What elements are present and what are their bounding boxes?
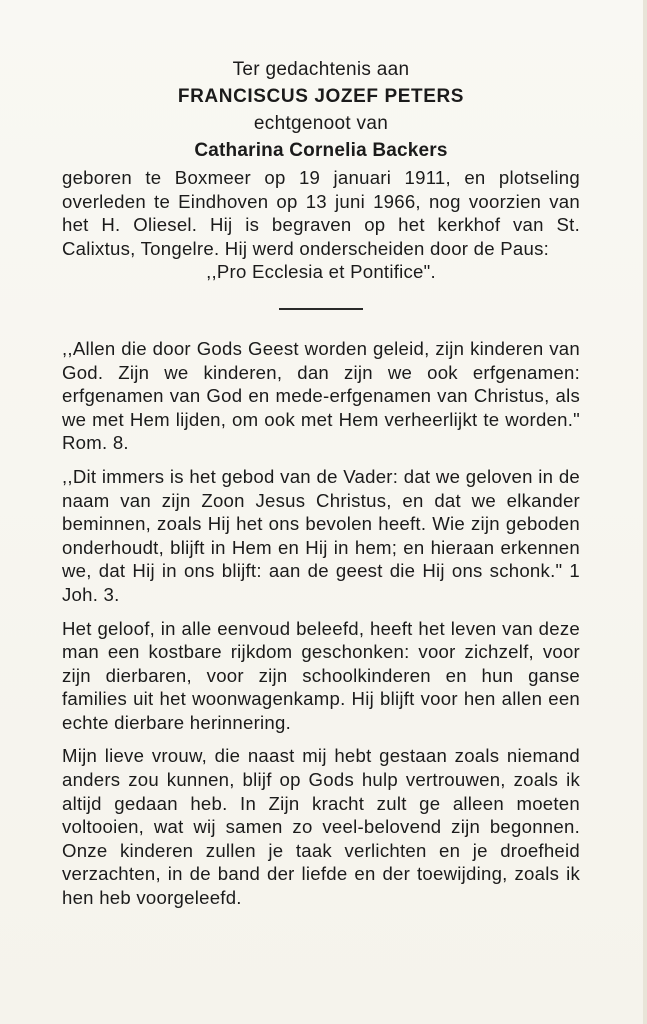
faith-paragraph: Het geloof, in alle eenvoud beleefd, heeft het leven van deze man een kostbare rijkdom geschonken: voor zichzelf, voor zijn dierbaren, voor zijn schoolkinderen en hun ganse families uit het woonwagenkamp. Hij blijft voor hen allen een echte dierbare herinnering. xyxy=(62,617,580,733)
divider-line xyxy=(279,308,363,310)
farewell-paragraph: Mijn lieve vrouw, die naast mij hebt gestaan zoals niemand anders zou kunnen, blijf op Gods hulp vertrouwen, zoals ik altijd gedaan heb. In Zijn kracht zult ge alleen moeten voltooien, wat wij samen zo veel-belovend zijn begonnen. Onze kinderen zullen je taak verlichten en je droefheid verzachten, in de band der liefde en der toewijding, zoals ik hen heb voorgeleefd. xyxy=(62,745,580,909)
papal-honor: ,,Pro Ecclesia et Pontifice". xyxy=(206,261,436,283)
card-edge xyxy=(643,0,647,1024)
quote-john: ,,Dit immers is het gebod van de Vader: dat we geloven in de naam van zijn Zoon Jesus Christus, en dat we elkander beminnen, zoals Hij het ons bevolen heeft. Wie zijn geboden onderhoudt, blijft in Hem en Hij in hem; en hieraan erkennen we, dat Hij in ons blijft: aan de geest die Hij ons schonk." 1 Joh. 3. xyxy=(62,465,580,605)
spouse-name: Catharina Cornelia Backers xyxy=(194,140,448,161)
intro-line: Ter gedachtenis aan xyxy=(232,59,410,80)
relation-line: echtgenoot van xyxy=(253,113,389,134)
card-content xyxy=(62,56,580,910)
quote-romans: ,,Allen die door Gods Geest worden geleid, zijn kinderen van God. Zijn we kinderen, dan zijn we ook erfgenamen: erfgenamen van God en mede-erfgenamen van Christus, als we met Hem lijden, om ook met Hem verheerlijkt te worden." Rom. 8. xyxy=(62,337,580,454)
biography-paragraph: geboren te Boxmeer op 19 januari 1911, en plotseling overleden te Eindhoven op 13 juni 1966, nog voorzien van het H. Oliesel. Hij is begraven op het kerkhof van St. Calixtus, Tongelre. Hij werd onderscheiden door de Paus: xyxy=(62,167,580,259)
deceased-name: FRANCISCUS JOZEF PETERS xyxy=(177,86,465,107)
